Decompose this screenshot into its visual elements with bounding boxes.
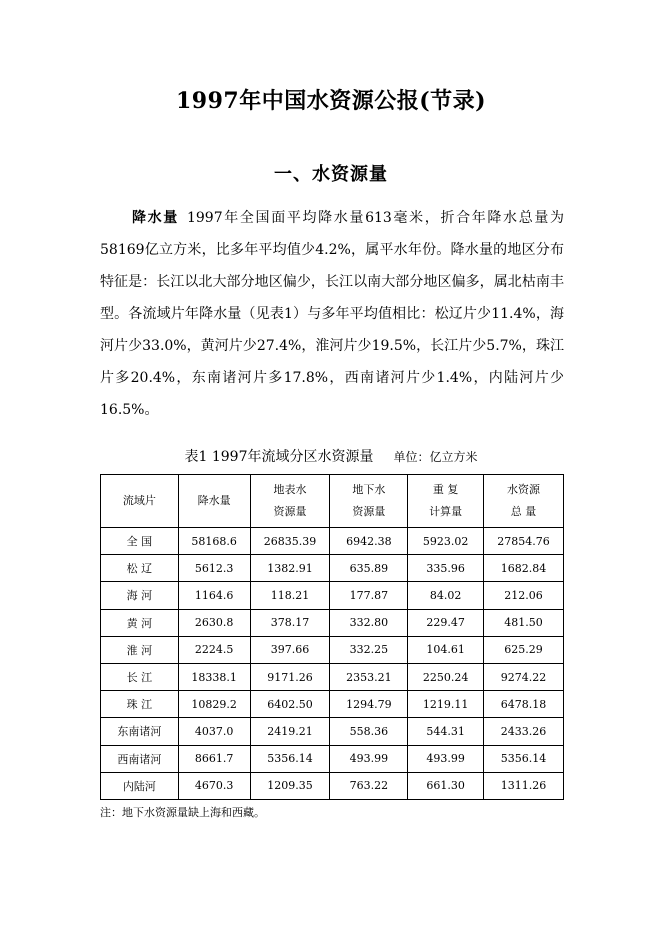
- table-body: [101, 528, 564, 800]
- value-cell: 332.80: [330, 609, 408, 636]
- value-cell: 378.17: [250, 609, 330, 636]
- column-header: [408, 475, 484, 528]
- value-cell: 18338.1: [178, 663, 250, 690]
- value-cell: 1294.79: [330, 691, 408, 718]
- column-header-line: 地表水: [273, 483, 307, 496]
- table-row: [101, 663, 564, 690]
- table-caption-text: 表1 1997年流域分区水资源量: [184, 449, 374, 465]
- table-header-row: [101, 475, 564, 528]
- basin-name-cell: 长 江: [101, 663, 179, 690]
- basin-name-cell: 淮 河: [101, 636, 179, 663]
- value-cell: 4037.0: [178, 718, 250, 745]
- value-cell: 2353.21: [330, 663, 408, 690]
- column-header-line: 降水量: [197, 494, 231, 507]
- value-cell: 625.29: [484, 636, 564, 663]
- column-header: [250, 475, 330, 528]
- table-row: [101, 772, 564, 799]
- column-header-line: 重 复: [432, 483, 459, 496]
- basin-name-cell: 内陆河: [101, 772, 179, 799]
- value-cell: 2630.8: [178, 609, 250, 636]
- value-cell: 6478.18: [484, 691, 564, 718]
- value-cell: 9274.22: [484, 663, 564, 690]
- basin-name-cell: 珠 江: [101, 691, 179, 718]
- value-cell: 1382.91: [250, 555, 330, 582]
- value-cell: 1311.26: [484, 772, 564, 799]
- value-cell: 118.21: [250, 582, 330, 609]
- basin-name-cell: 全 国: [101, 528, 179, 555]
- value-cell: 1209.35: [250, 772, 330, 799]
- value-cell: 544.31: [408, 718, 484, 745]
- value-cell: 6942.38: [330, 528, 408, 555]
- value-cell: 397.66: [250, 636, 330, 663]
- value-cell: 635.89: [330, 555, 408, 582]
- section-heading: 一、水资源量: [274, 164, 388, 185]
- column-header-line: 流域片: [122, 494, 156, 507]
- value-cell: 558.36: [330, 718, 408, 745]
- table-note: 注：地下水资源量缺上海和西藏。: [100, 806, 265, 819]
- value-cell: 84.02: [408, 582, 484, 609]
- table-row: [101, 582, 564, 609]
- value-cell: 104.61: [408, 636, 484, 663]
- value-cell: 481.50: [484, 609, 564, 636]
- precipitation-paragraph: [100, 202, 564, 426]
- value-cell: 763.22: [330, 772, 408, 799]
- value-cell: 661.30: [408, 772, 484, 799]
- table-row: [101, 718, 564, 745]
- value-cell: 10829.2: [178, 691, 250, 718]
- value-cell: 27854.76: [484, 528, 564, 555]
- value-cell: 26835.39: [250, 528, 330, 555]
- column-header-line: 资源量: [273, 505, 307, 518]
- value-cell: 5612.3: [178, 555, 250, 582]
- table-row: [101, 745, 564, 772]
- table-unit: 单位：亿立方米: [393, 450, 478, 464]
- value-cell: 5356.14: [250, 745, 330, 772]
- basin-name-cell: 海 河: [101, 582, 179, 609]
- column-header: [330, 475, 408, 528]
- value-cell: 2433.26: [484, 718, 564, 745]
- column-header-line: 资源量: [352, 505, 386, 518]
- table-caption: [0, 446, 662, 466]
- basin-name-cell: 松 辽: [101, 555, 179, 582]
- value-cell: 332.25: [330, 636, 408, 663]
- table-row: [101, 528, 564, 555]
- table-row: [101, 555, 564, 582]
- table-row: [101, 691, 564, 718]
- value-cell: 1219.11: [408, 691, 484, 718]
- value-cell: 177.87: [330, 582, 408, 609]
- value-cell: 2419.21: [250, 718, 330, 745]
- value-cell: 5923.02: [408, 528, 484, 555]
- water-resources-table: [100, 474, 564, 800]
- value-cell: 2250.24: [408, 663, 484, 690]
- value-cell: 1682.84: [484, 555, 564, 582]
- value-cell: 493.99: [408, 745, 484, 772]
- paragraph-lead: 降水量: [132, 210, 179, 226]
- value-cell: 5356.14: [484, 745, 564, 772]
- document-title: 1997年中国水资源公报(节录): [175, 88, 487, 114]
- value-cell: 6402.50: [250, 691, 330, 718]
- value-cell: 335.96: [408, 555, 484, 582]
- basin-name-cell: 西南诸河: [101, 745, 179, 772]
- column-header-line: 地下水: [352, 483, 386, 496]
- value-cell: 4670.3: [178, 772, 250, 799]
- basin-name-cell: 黄 河: [101, 609, 179, 636]
- value-cell: 493.99: [330, 745, 408, 772]
- column-header: [101, 475, 179, 528]
- table-row: [101, 636, 564, 663]
- value-cell: 1164.6: [178, 582, 250, 609]
- value-cell: 58168.6: [178, 528, 250, 555]
- column-header-line: 水资源: [507, 483, 541, 496]
- column-header-line: 总 量: [510, 505, 537, 518]
- basin-name-cell: 东南诸河: [101, 718, 179, 745]
- table-row: [101, 609, 564, 636]
- value-cell: 9171.26: [250, 663, 330, 690]
- value-cell: 2224.5: [178, 636, 250, 663]
- value-cell: 229.47: [408, 609, 484, 636]
- value-cell: 212.06: [484, 582, 564, 609]
- column-header-line: 计算量: [429, 505, 463, 518]
- paragraph-body: 1997年全国面平均降水量613毫米，折合年降水总量为58169亿立方米，比多年平均值少4.2%，属平水年份。降水量的地区分布特征是：长江以北大部分地区偏少，长江以南大部分地区偏多，属北枯南丰型。各流域片年降水量（见表1）与多年平均值相比：松辽片少11.4%，海河片少33.0%，黄河片少27.4%，淮河片少19.5%，长江片少5.7%，珠江片多20.4%，东南诸河片多17.8%，西南诸河片少1.4%，内陆河片少16.5%。: [100, 210, 565, 418]
- column-header: [484, 475, 564, 528]
- column-header: [178, 475, 250, 528]
- value-cell: 8661.7: [178, 745, 250, 772]
